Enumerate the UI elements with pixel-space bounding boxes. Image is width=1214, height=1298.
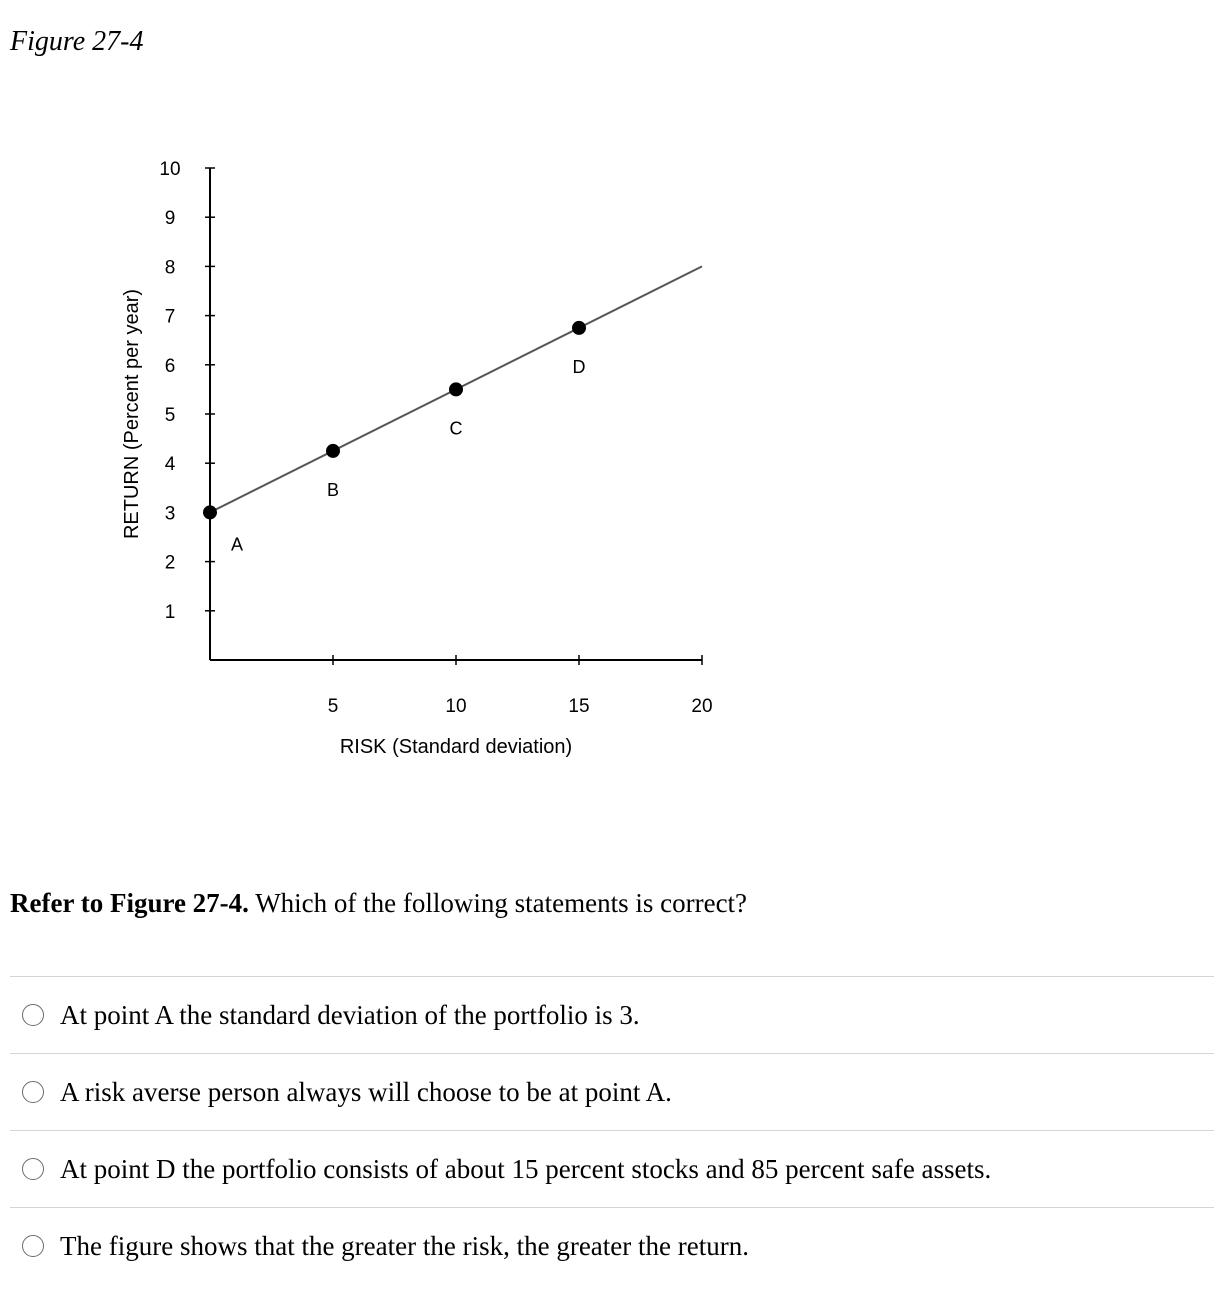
point-label-b: B xyxy=(326,479,340,500)
y-tick-label: 1 xyxy=(164,601,176,623)
x-tick-label: 5 xyxy=(327,696,339,717)
data-point-c xyxy=(449,382,463,396)
question-text xyxy=(10,888,747,919)
y-tick-label: 2 xyxy=(164,552,176,574)
answer-option-label: The figure shows that the greater the risk, the greater the return. xyxy=(60,1230,749,1261)
point-label-d: D xyxy=(572,356,586,377)
x-axis-title: RISK (Standard deviation) xyxy=(339,736,573,758)
radio-button[interactable] xyxy=(22,1235,44,1257)
point-label-c: C xyxy=(449,418,463,439)
y-tick-label: 9 xyxy=(164,208,176,230)
answer-option[interactable] xyxy=(10,1207,1214,1284)
x-tick-label: 15 xyxy=(568,696,590,717)
answer-option-label: At point D the portfolio consists of about 15 percent stocks and 85 percent safe assets. xyxy=(60,1153,992,1184)
answer-option[interactable] xyxy=(10,976,1214,1053)
x-tick-label: 20 xyxy=(691,696,713,717)
point-label-a: A xyxy=(230,534,244,555)
answer-options xyxy=(10,976,1214,1284)
figure-title: Figure 27-4 xyxy=(10,26,144,57)
y-axis-title: RETURN (Percent per year) xyxy=(121,288,143,540)
risk-return-chart xyxy=(0,0,760,800)
y-tick-label: 4 xyxy=(164,454,176,476)
question-prompt: Which of the following statements is correct? xyxy=(248,888,748,918)
y-tick-label: 10 xyxy=(159,159,181,180)
y-tick-label: 8 xyxy=(164,257,176,279)
radio-button[interactable] xyxy=(22,1081,44,1103)
y-tick-label: 3 xyxy=(164,503,176,525)
answer-option[interactable] xyxy=(10,1130,1214,1207)
x-tick-label: 10 xyxy=(445,696,467,717)
y-tick-label: 6 xyxy=(164,355,176,377)
y-tick-label: 7 xyxy=(164,306,176,328)
answer-option[interactable] xyxy=(10,1053,1214,1130)
answer-option-label: At point A the standard deviation of the portfolio is 3. xyxy=(60,999,640,1030)
data-point-d xyxy=(572,321,586,335)
question-figure-ref: Refer to Figure 27-4. xyxy=(10,888,249,918)
answer-option-label: A risk averse person always will choose to be at point A. xyxy=(60,1076,672,1107)
data-point-a xyxy=(203,505,217,519)
radio-button[interactable] xyxy=(22,1004,44,1026)
y-tick-label: 5 xyxy=(164,405,176,426)
data-point-b xyxy=(326,444,340,458)
radio-button[interactable] xyxy=(22,1158,44,1180)
